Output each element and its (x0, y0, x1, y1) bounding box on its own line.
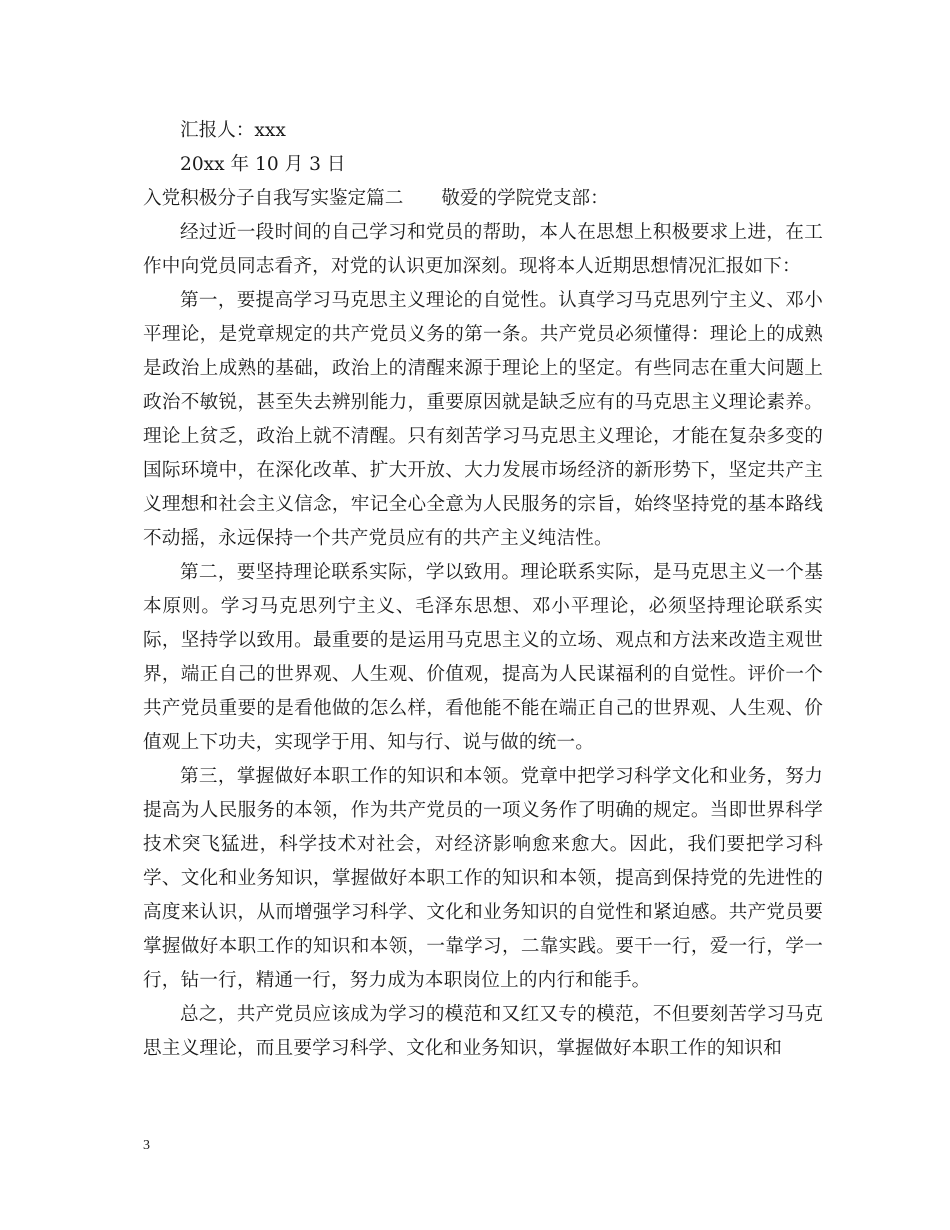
page-number: 3 (143, 1138, 150, 1153)
section-title: 入党积极分子自我写实鉴定篇二 (143, 188, 404, 209)
paragraph-summary: 总之，共产党员应该成为学习的模范和又红又专的模范，不但要刻苦学习马克思主义理论，而且要学习科学、文化和业务知识，掌握做好本职工作的知识和 (143, 1004, 823, 1059)
paragraph-intro: 经过近一段时间的自己学习和党员的帮助，本人在思想上积极要求上进，在工作中向党员同志看齐，对党的认识更加深刻。现将本人近期思想情况汇报如下： (143, 222, 823, 277)
document-body (143, 114, 823, 1066)
paragraph-second-point: 第二，要坚持理论联系实际，学以致用。理论联系实际，是马克思主义一个基本原则。学习马克思列宁主义、毛泽东思想、邓小平理论，必须坚持理论联系实际，坚持学以致用。最重要的是运用马克思主义的立场、观点和方法来改造主观世界，端正自己的世界观、人生观、价值观，提高为人民谋福利的自觉性。评价一个共产党员重要的是看他做的怎么样，看他能不能在端正自己的世界观、人生观、价值观上下功夫，实现学于用、知与行、说与做的统一。 (143, 562, 823, 753)
date-line: 20xx 年 10 月 3 日 (180, 154, 346, 175)
paragraph-third-point: 第三，掌握做好本职工作的知识和本领。党章中把学习科学文化和业务，努力提高为人民服务的本领，作为共产党员的一项义务作了明确的规定。当即世界科学技术突飞猛进，科学技术对社会，对经济影响愈来愈大。因此，我们要把学习科学、文化和业务知识，掌握做好本职工作的知识和本领，提高到保持党的先进性的高度来认识，从而增强学习科学、文化和业务知识的自觉性和紧迫感。共产党员要掌握做好本职工作的知识和本领，一靠学习，二靠实践。要干一行，爱一行，学一行，钻一行，精通一行，努力成为本职岗位上的内行和能手。 (143, 766, 823, 991)
section-heading-line (143, 182, 823, 216)
paragraph-first-point: 第一，要提高学习马克思主义理论的自觉性。认真学习马克思列宁主义、邓小平理论，是党章规定的共产党员义务的第一条。共产党员必须懂得：理论上的成熟是政治上成熟的基础，政治上的清醒来源于理论上的坚定。有些同志在重大问题上政治不敏锐，甚至失去辨别能力，重要原因就是缺乏应有的马克思主义理论素养。理论上贫乏，政治上就不清醒。只有刻苦学习马克思主义理论，才能在复杂多变的国际环境中，在深化改革、扩大开放、大力发展市场经济的新形势下，坚定共产主义理想和社会主义信念，牢记全心全意为人民服务的宗旨，始终坚持党的基本路线不动摇，永远保持一个共产党员应有的共产主义纯洁性。 (143, 290, 823, 549)
reporter-line: 汇报人：xxx (180, 120, 286, 141)
salutation: 敬爱的学院党支部： (441, 188, 609, 209)
